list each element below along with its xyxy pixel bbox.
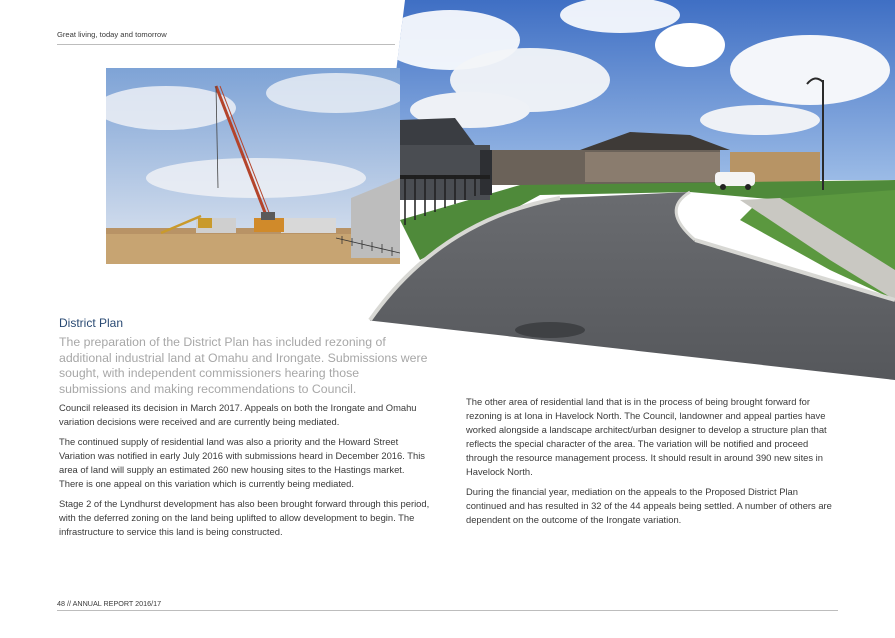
left-column	[59, 401, 431, 545]
construction-photo	[106, 68, 400, 264]
footer-divider	[57, 610, 838, 611]
right-column	[466, 395, 838, 533]
street-photo	[360, 0, 895, 385]
body-paragraph: The continued supply of residential land was also a priority and the Howard Street Variation was notified in early July 2016 with submissions heard in December 2016. This area of land will supply an estimated 260 new housing sites to the Hastings market. There is one appeal on this variation which is currently being mediated.	[59, 436, 425, 489]
body-paragraph: The other area of residential land that is in the process of being brought forward for rezoning is at Iona in Havelock North. The Council, landowner and appeal parties have worked alongside a landscape architect/urban designer to develop a structure plan that reflects the special character of the area. The variation will be notified and proceed through the resource management process. It should result in around 390 new sites in Havelock North.	[466, 396, 827, 477]
section-title: District Plan	[59, 316, 124, 330]
section-intro: The preparation of the District Plan has included rezoning of additional industrial land at Omahu and Irongate. Submissions were sought, with independent commissioners hearing those submissions and making recommendations to Council.	[59, 335, 428, 397]
page-footer: 48 // ANNUAL REPORT 2016/17	[57, 599, 162, 608]
body-paragraph: Stage 2 of the Lyndhurst development has also been brought forward through this period, with the deferred zoning on the land being uplifted to allow development to begin. The infrastructure to service this land is being constructed.	[59, 498, 430, 537]
header-divider	[57, 44, 395, 45]
body-paragraph: During the financial year, mediation on the appeals to the Proposed District Plan continued and has resulted in 32 of the 44 appeals being settled. A number of others are dependent on the outcome of the Irongate variation.	[466, 486, 832, 525]
page-tagline: Great living, today and tomorrow	[57, 30, 167, 39]
body-paragraph: Council released its decision in March 2017. Appeals on both the Irongate and Omahu variation decisions were received and are currently being mediated.	[59, 402, 417, 427]
